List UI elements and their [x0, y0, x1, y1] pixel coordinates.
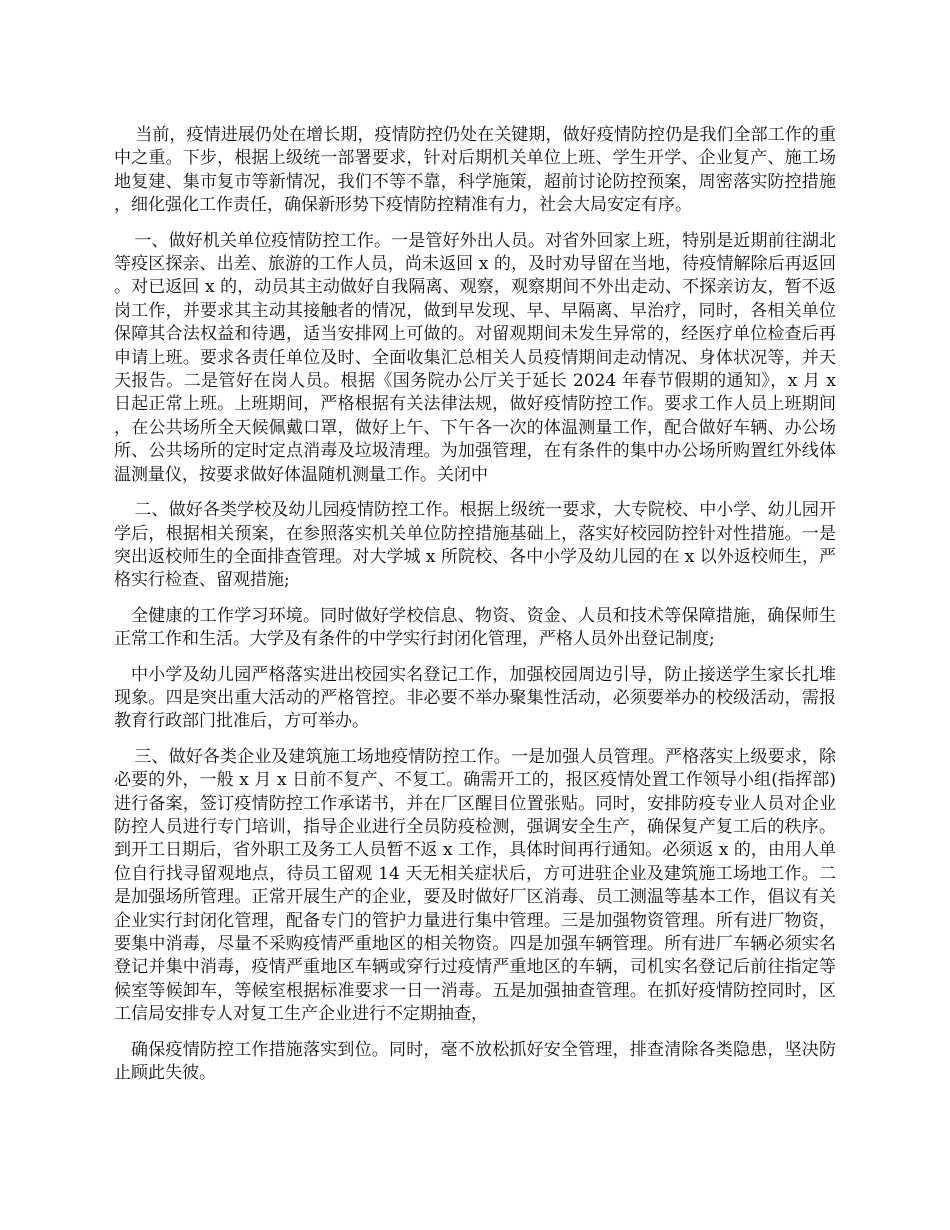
document-body [114, 124, 836, 1097]
paragraph-section-3: 三、做好各类企业及建筑施工场地疫情防控工作。一是加强人员管理。严格落实上级要求，除必要的外，一般 x 月 x 日前不复产、不复工。确需开工的，报区疫情处置工作领导小组(指挥部)进行备案，签订疫情防控工作承诺书，并在厂区醒目位置张贴。同时，安排防疫专业人员对企业防控人员进行专门培训，指导企业进行全员防疫检测，强调安全生产，确保复产复工后的秩序。到开工日期后，省外职工及务工人员暂不返 x 工作，具体时间再行通知。必须返 x 的，由用人单位自行找寻留观地点，待员工留观 14 天无相关症状后，方可进驻企业及建筑施工场地工作。二是加强场所管理。正常开展生产的企业，要及时做好厂区消毒、员工测温等基本工作，倡议有关企业实行封闭化管理，配备专门的管护力量进行集中管理。三是加强物资管理。所有进厂物资，要集中消毒，尽量不采购疫情严重地区的相关物资。四是加强车辆管理。所有进厂车辆必须实名登记并集中消毒，疫情严重地区车辆或穿行过疫情严重地区的车辆，司机实名登记后前往指定等候室等候卸车，等候室根据标准要求一日一消毒。五是加强抽查管理。在抓好疫情防控同时，区工信局安排专人对复工生产企业进行不定期抽查， [114, 746, 836, 1025]
paragraph-intro: 当前，疫情进展仍处在增长期，疫情防控仍处在关键期，做好疫情防控仍是我们全部工作的重中之重。下步，根据上级统一部署要求，针对后期机关单位上班、学生开学、企业复产、施工场地复建、集市复市等新情况，我们不等不靠，科学施策，超前讨论防控预案，周密落实防控措施，细化强化工作责任，确保新形势下疫情防控精准有力，社会大局安定有序。 [114, 125, 836, 216]
paragraph-section-1: 一、做好机关单位疫情防控工作。一是管好外出人员。对省外回家上班，特别是近期前往湖北等疫区探亲、出差、旅游的工作人员，尚未返回 x 的，及时劝导留在当地，待疫情解除后再返回。对已返回 x 的，动员其主动做好自我隔离、观察，观察期间不外出走动、不探亲访友，暂不返岗工作，并要求其主动其接触者的情况，做到早发现、早、早隔离、早治疗，同时，各相关单位保障其合法权益和待遇，适当安排网上可做的。对留观期间未发生异常的，经医疗单位检查后再申请上班。要求各责任单位及时、全面收集汇总相关人员疫情期间走动情况、身体状况等，并天天报告。二是管好在岗人员。根据《国务院办公厅关于延长 2024 年春节假期的通知》，x 月 x 日起正常上班。上班期间，严格根据有关法律法规，做好疫情防控工作。要求工作人员上班期间，在公共场所全天候佩戴口罩，做好上午、下午各一次的体温测量工作，配合做好车辆、办公场所、公共场所的定时定点消毒及垃圾清理。为加强管理，在有条件的集中办公场所购置红外线体温测量仪，按要求做好体温随机测量工作。关闭中 [114, 230, 836, 485]
paragraph-school-registration: 中小学及幼儿园严格落实进出校园实名登记工作，加强校园周边引导，防止接送学生家长扎堆现象。四是突出重大活动的严格管控。非必要不举办聚集性活动，必须要举办的校级活动，需报教育行政部门批准后，方可举办。 [114, 664, 836, 732]
paragraph-school-environment: 全健康的工作学习环境。同时做好学校信息、物资、资金、人员和技术等保障措施，确保师生正常工作和生活。大学及有条件的中学实行封闭化管理，严格人员外出登记制度; [114, 605, 836, 650]
paragraph-section-2: 二、做好各类学校及幼儿园疫情防控工作。根据上级统一要求，大专院校、中小学、幼儿园开学后，根据相关预案，在参照落实机关单位防控措施基础上，落实好校园防控针对性措施。一是突出返校师生的全面排查管理。对大学城 x 所院校、各中小学及幼儿园的在 x 以外返校师生，严格实行检查、留观措施; [114, 500, 836, 591]
paragraph-conclusion: 确保疫情防控工作措施落实到位。同时，毫不放松抓好安全管理，排查清除各类隐患，坚决防止顾此失彼。 [114, 1039, 836, 1084]
